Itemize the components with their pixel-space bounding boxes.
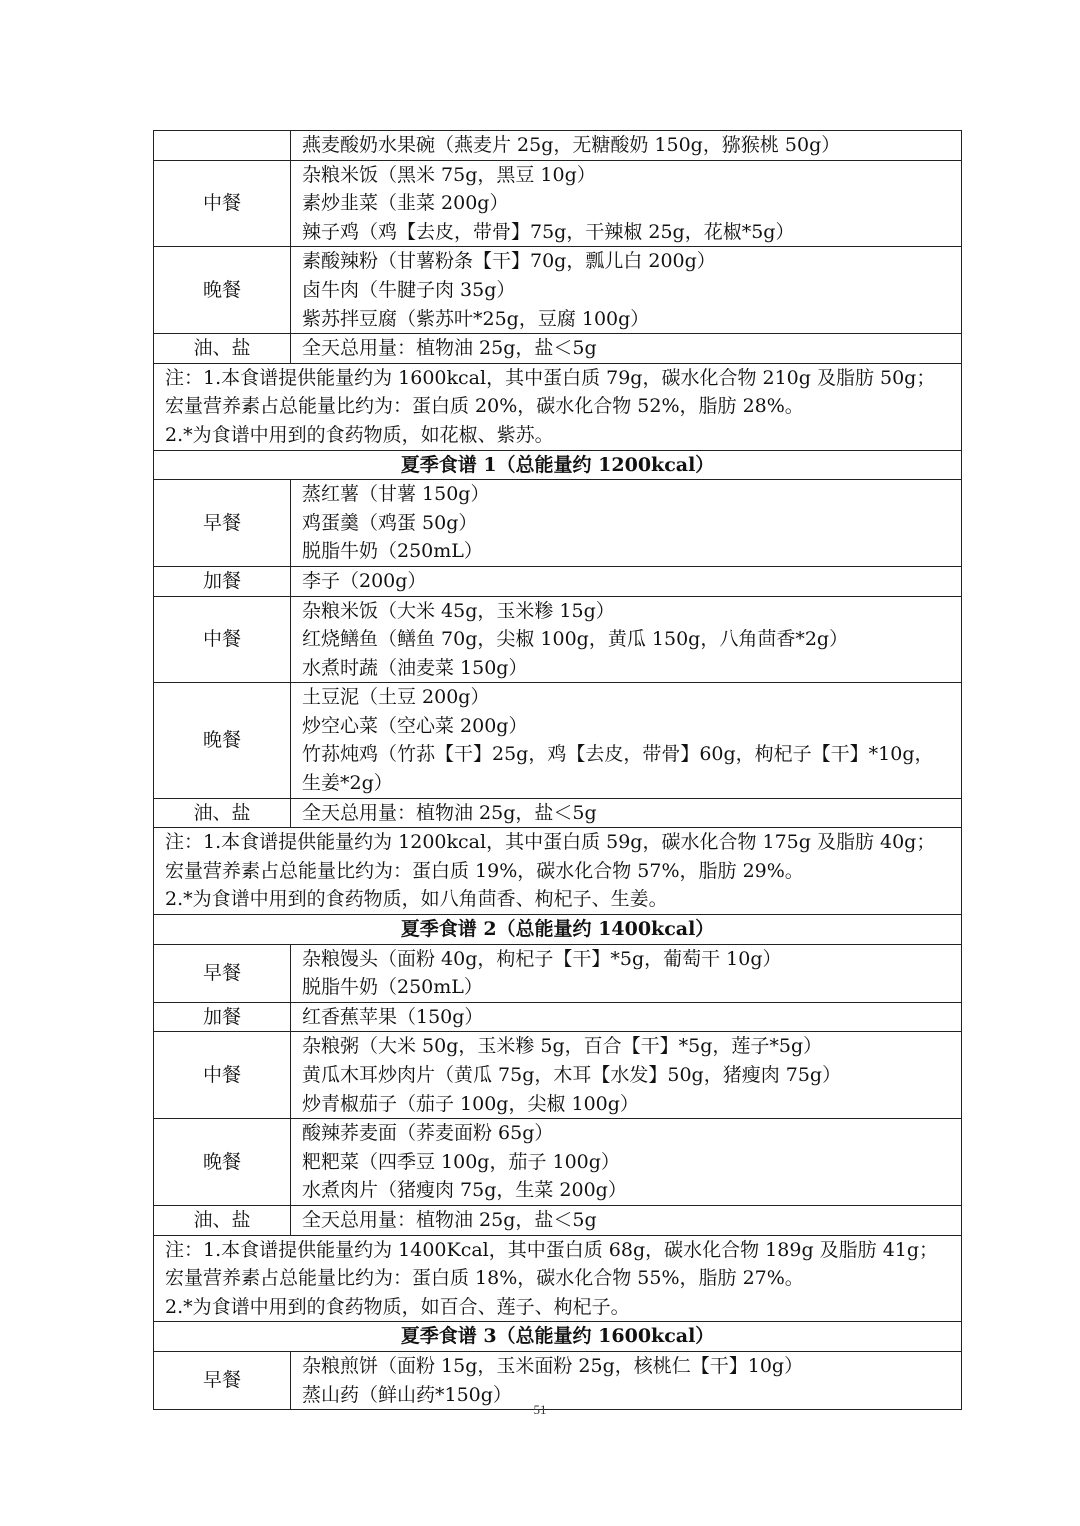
note-line: 注：1.本食谱提供能量约为 1600kcal，其中蛋白质 79g，碳水化合物 210g 及脂肪 50g；宏量营养素占总能量比约为：蛋白质 20%，碳水化合物 52%，脂肪 28%。 — [165, 366, 936, 418]
meal-label: 油、盐 — [154, 334, 291, 364]
meal-items — [291, 131, 962, 161]
meal-label — [154, 131, 291, 161]
meal-label: 加餐 — [154, 566, 291, 596]
meal-items — [291, 798, 962, 828]
meal-items — [291, 1205, 962, 1235]
meal-item: 脱脂牛奶（250mL） — [302, 976, 483, 999]
note-row — [154, 828, 962, 915]
meal-item: 全天总用量：植物油 25g，盐＜5g — [302, 801, 597, 824]
meal-item: 燕麦酸奶水果碗（燕麦片 25g，无糖酸奶 150g，猕猴桃 50g） — [302, 134, 841, 156]
meal-item: 炒青椒茄子（茄子 100g，尖椒 100g） — [302, 1092, 639, 1115]
meal-items — [291, 1351, 962, 1409]
meal-item: 素酸辣粉（甘薯粉条【干】70g，瓢儿白 200g） — [302, 250, 716, 273]
meal-item: 素炒韭菜（韭菜 200g） — [302, 192, 509, 215]
meal-row — [154, 1351, 962, 1409]
recipe-heading-row — [154, 1322, 962, 1352]
note-line: 注：1.本食谱提供能量约为 1200kcal，其中蛋白质 59g，碳水化合物 175g 及脂肪 40g；宏量营养素占总能量比约为：蛋白质 19%，碳水化合物 57%，脂肪 29%。 — [165, 831, 936, 882]
meal-item: 竹荪炖鸡（竹荪【干】25g，鸡【去皮，带骨】60g，枸杞子【干】*10g， — [302, 743, 934, 766]
meal-label: 油、盐 — [154, 1205, 291, 1235]
meal-item: 全天总用量：植物油 25g，盐＜5g — [302, 1208, 597, 1231]
note-row — [154, 363, 962, 450]
meal-item: 杂粮粥（大米 50g，玉米糁 5g，百合【干】*5g，莲子*5g） — [302, 1035, 823, 1058]
meal-row — [154, 334, 962, 364]
meal-items — [291, 334, 962, 364]
meal-row — [154, 944, 962, 1002]
meal-item: 炒空心菜（空心菜 200g） — [302, 714, 528, 737]
note-line: 2.*为食谱中用到的食药物质，如花椒、紫苏。 — [165, 423, 554, 446]
meal-items — [291, 1032, 962, 1119]
meal-items — [291, 480, 962, 567]
meal-label: 加餐 — [154, 1002, 291, 1032]
meal-label: 中餐 — [154, 1032, 291, 1119]
meal-label: 早餐 — [154, 944, 291, 1002]
meal-item: 土豆泥（土豆 200g） — [302, 686, 490, 709]
meal-items — [291, 566, 962, 596]
meal-label: 早餐 — [154, 1351, 291, 1409]
recipe-heading-row — [154, 915, 962, 945]
meal-row — [154, 798, 962, 828]
recipe-heading: 夏季食谱 3（总能量约 1600kcal） — [154, 1322, 962, 1352]
meal-plan-table — [153, 130, 962, 1410]
meal-row — [154, 247, 962, 334]
meal-items — [291, 1002, 962, 1032]
meal-item: 蒸红薯（甘薯 150g） — [302, 483, 490, 506]
meal-item: 黄瓜木耳炒肉片（黄瓜 75g，木耳【水发】50g，猪瘦肉 75g） — [302, 1064, 842, 1086]
note-line: 注：1.本食谱提供能量约为 1400Kcal，其中蛋白质 68g，碳水化合物 189g 及脂肪 41g；宏量营养素占总能量比约为：蛋白质 18%，碳水化合物 55%，脂肪 27%。 — [165, 1238, 939, 1290]
meal-item: 蒸山药（鲜山药*150g） — [302, 1383, 512, 1406]
meal-item: 水煮肉片（猪瘦肉 75g，生菜 200g） — [302, 1179, 627, 1202]
meal-row — [154, 1002, 962, 1032]
meal-row — [154, 480, 962, 567]
meal-item: 卤牛肉（牛腱子肉 35g） — [302, 278, 516, 301]
meal-row — [154, 1119, 962, 1206]
meal-label: 晚餐 — [154, 1119, 291, 1206]
meal-item: 杂粮米饭（大米 45g，玉米糁 15g） — [302, 599, 615, 622]
meal-items — [291, 683, 962, 798]
meal-item: 杂粮馒头（面粉 40g，枸杞子【干】*5g，葡萄干 10g） — [302, 947, 782, 970]
meal-row — [154, 1032, 962, 1119]
meal-row — [154, 1205, 962, 1235]
meal-row — [154, 131, 962, 161]
meal-row — [154, 160, 962, 247]
meal-label: 中餐 — [154, 596, 291, 683]
meal-items — [291, 596, 962, 683]
meal-item: 紫苏拌豆腐（紫苏叶*25g，豆腐 100g） — [302, 307, 650, 330]
meal-item: 杂粮煎饼（面粉 15g，玉米面粉 25g，核桃仁【干】10g） — [302, 1354, 804, 1377]
meal-items — [291, 247, 962, 334]
meal-row — [154, 566, 962, 596]
meal-item: 红香蕉苹果（150g） — [302, 1005, 484, 1028]
meal-item: 生姜*2g） — [302, 772, 393, 795]
meal-label: 晚餐 — [154, 683, 291, 798]
meal-items — [291, 944, 962, 1002]
meal-item: 酸辣荞麦面（荞麦面粉 65g） — [302, 1122, 554, 1145]
meal-row — [154, 683, 962, 798]
recipe-heading: 夏季食谱 1（总能量约 1200kcal） — [154, 450, 962, 480]
meal-label: 早餐 — [154, 480, 291, 567]
meal-label: 中餐 — [154, 160, 291, 247]
recipe-note — [154, 828, 962, 915]
page-number: 51 — [533, 1402, 547, 1417]
meal-item: 李子（200g） — [302, 569, 427, 592]
meal-label: 油、盐 — [154, 798, 291, 828]
meal-item: 脱脂牛奶（250mL） — [302, 540, 483, 563]
meal-item: 红烧鳝鱼（鳝鱼 70g，尖椒 100g，黄瓜 150g，八角茴香*2g） — [302, 628, 849, 651]
note-line: 2.*为食谱中用到的食药物质，如百合、莲子、枸杞子。 — [165, 1295, 630, 1318]
recipe-heading-row — [154, 450, 962, 480]
recipe-heading: 夏季食谱 2（总能量约 1400kcal） — [154, 915, 962, 945]
recipe-note — [154, 1235, 962, 1322]
recipe-note — [154, 363, 962, 450]
meal-item: 鸡蛋羹（鸡蛋 50g） — [302, 511, 478, 534]
meal-label: 晚餐 — [154, 247, 291, 334]
note-row — [154, 1235, 962, 1322]
meal-item: 杂粮米饭（黑米 75g，黑豆 10g） — [302, 163, 596, 186]
meal-item: 全天总用量：植物油 25g，盐＜5g — [302, 337, 597, 360]
meal-item: 粑粑菜（四季豆 100g，茄子 100g） — [302, 1150, 620, 1173]
meal-item: 水煮时蔬（油麦菜 150g） — [302, 656, 528, 679]
meal-items — [291, 160, 962, 247]
meal-items — [291, 1119, 962, 1206]
meal-item: 辣子鸡（鸡【去皮，带骨】75g，干辣椒 25g，花椒*5g） — [302, 220, 795, 243]
note-line: 2.*为食谱中用到的食药物质，如八角茴香、枸杞子、生姜。 — [165, 888, 668, 911]
meal-row — [154, 596, 962, 683]
